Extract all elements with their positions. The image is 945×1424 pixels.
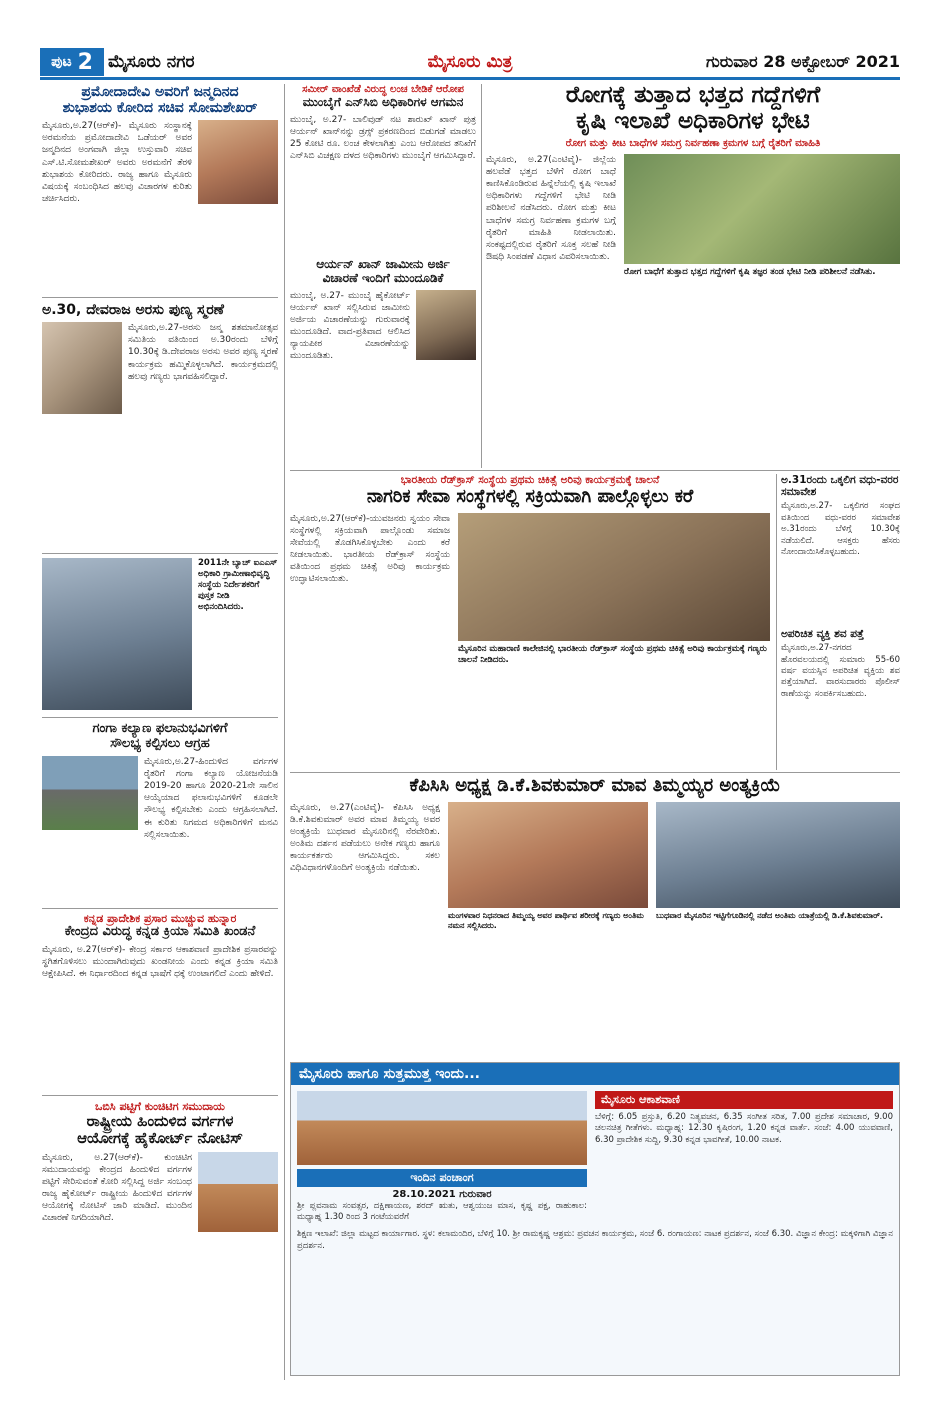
lead-headline: ಕೃಷಿ ಇಲಾಖೆ ಅಧಿಕಾರಿಗಳ ಭೇಟಿ: [576, 108, 810, 135]
story-headline: ಸೌಲಭ್ಯ ಕಲ್ಪಿಸಲು ಆಗ್ರಹ: [110, 735, 210, 751]
story-photo-note: [42, 558, 278, 718]
story-body: ಮೈಸೂರು,ಅ.27(ಆರ್‌ಕೆ)-ಯುವಜನರು ಸ್ವಯಂ ಸೇವಾ ಸಂಸ್ಥೆಗಳಲ್ಲಿ ಸಕ್ರಿಯವಾಗಿ ಪಾಲ್ಗೊಂಡು ಸಮಾಜ ಸೇವೆಯಲ್ಲಿ ತೊಡಗಿಸಿಕೊಳ್ಳಬೇಕು ಎಂದು ಕರೆ ನೀಡಲಾಯಿತು. ಭಾರತೀಯ ರೆಡ್‌ಕ್ರಾಸ್ ಸಂಸ್ಥೆಯ ವತಿಯಿಂದ ಪ್ರಥಮ ಚಿಕಿತ್ಸೆ ಅರಿವು ಕಾರ್ಯಕ್ರಮ ಉದ್ಘಾಟಿಸಲಾಯಿತು.: [290, 513, 450, 585]
photo-caption: ರೋಗ ಬಾಧೆಗೆ ತುತ್ತಾದ ಭತ್ತದ ಗದ್ದೆಗಳಿಗೆ ಕೃಷಿ ತಜ್ಞರ ತಂಡ ಭೇಟಿ ನೀಡಿ ಪರಿಶೀಲನೆ ನಡೆಸಿತು.: [624, 266, 876, 277]
story-body: ಮೈಸೂರು,ಅ.27(ಆರ್‌ಕೆ)- ಮೈಸೂರು ಸಂಸ್ಥಾನಕ್ಕೆ ಅರಮನೆಯ ಪ್ರಮೋದಾದೇವಿ ಒಡೆಯರ್ ಅವರ ಜನ್ಮದಿನದ ಅಂಗವಾಗಿ ಜಿಲ್ಲಾ ಉಸ್ತುವಾರಿ ಸಚಿವ ಎಸ್.ಟಿ.ಸೋಮಶೇಖರ್ ಅವರು ಅರಮನೆಗೆ ತೆರಳಿ ಶುಭಾಶಯ ಕೋರಿದರು. ರಾಜ್ಯ ಹಾಗೂ ಮೈಸೂರು ವಿಷಯಕ್ಕೆ ಸಂಬಂಧಿಸಿದ ಹಲವು ವಿಚಾರಗಳ ಕುರಿತು ಚರ್ಚಿಸಿದರು.: [42, 121, 192, 205]
story-aryan: [290, 258, 476, 466]
story-headline: ಪ್ರಮೋದಾದೇವಿ ಅವರಿಗೆ ಜನ್ಮದಿನದ: [81, 84, 239, 100]
story-wedding: [781, 474, 900, 624]
story-body: ಮೈಸೂರು,ಅ.27-ನಗರದ ಹೊರವಲಯದಲ್ಲಿ ಸುಮಾರು 55-60 ವರ್ಷ ವಯಸ್ಸಿನ ಅಪರಿಚಿತ ವ್ಯಕ್ತಿಯ ಶವ ಪತ್ತೆಯಾಗಿದೆ. ವಾರಸುದಾರರು ಪೊಲೀಸ್ ಠಾಣೆಯನ್ನು ಸಂಪರ್ಕಿಸಬಹುದು.: [781, 643, 900, 699]
story-headline: ಅ.31ರಂದು ಒಕ್ಕಲಿಗ ವಧು-ವರರ ಸಮಾವೇಶ: [781, 474, 899, 499]
story-headline: ಅಪರಿಚಿತ ವ್ಯಕ್ತಿ ಶವ ಪತ್ತೆ: [781, 628, 864, 640]
story-body: ಮೈಸೂರು, ಅ.27(ಆರ್‌ಕೆ)- ಕುಂಚಿಟಿಗ ಸಮುದಾಯವನ್ನು ಕೇಂದ್ರದ ಹಿಂದುಳಿದ ವರ್ಗಗಳ ಪಟ್ಟಿಗೆ ಸೇರಿಸುವಂತೆ ಕೋರಿ ಸಲ್ಲಿಸಿದ್ದ ಅರ್ಜಿ ಸಂಬಂಧ ರಾಜ್ಯ ಹೈಕೋರ್ಟ್ ರಾಷ್ಟ್ರೀಯ ಹಿಂದುಳಿದ ವರ್ಗಗಳ ಆಯೋಗಕ್ಕೆ ನೋಟಿಸ್ ಜಾರಿ ಮಾಡಿದೆ. ಮುಂದಿನ ವಿಚಾರಣೆ ನಿಗದಿಯಾಗಿದೆ.: [42, 1152, 192, 1224]
photo-caption: ಮಂಗಳವಾರ ನಿಧನರಾದ ತಿಮ್ಮಯ್ಯ ಅವರ ಪಾರ್ಥಿವ ಶರೀರಕ್ಕೆ ಗಣ್ಯರು ಅಂತಿಮ ನಮನ ಸಲ್ಲಿಸಿದರು.: [448, 910, 644, 931]
panchanga-text: ಶ್ರೀ ಪ್ಲವನಾಮ ಸಂವತ್ಸರ, ದಕ್ಷಿಣಾಯಣ, ಶರದ್ ಋತು, ಆಶ್ವಯುಜ ಮಾಸ, ಕೃಷ್ಣ ಪಕ್ಷ, ರಾಹುಕಾಲ: ಮಧ್ಯಾಹ್ನ 1.30 ರಿಂದ 3 ಗಂಟೆಯವರೆಗೆ: [297, 1200, 587, 1222]
column-divider: [284, 84, 285, 1380]
story-headline: ನಾಗರಿಕ ಸೇವಾ ಸಂಸ್ಥೆಗಳಲ್ಲಿ ಸಕ್ರಿಯವಾಗಿ ಪಾಲ್ಗೊಳ್ಳಲು ಕರೆ: [366, 486, 694, 507]
header-rule: [40, 77, 900, 80]
lead-kicker: ರೋಗ ಮತ್ತು ಕೀಟ ಬಾಧೆಗಳ ಸಮಗ್ರ ನಿರ್ವಹಣಾ ಕ್ರಮಗಳ ಬಗ್ಗೆ ರೈತರಿಗೆ ಮಾಹಿತಿ: [565, 137, 821, 149]
story-devaraj: [42, 302, 278, 554]
story-headline: ಆರ್ಯನ್ ಖಾನ್ ಜಾಮೀನು ಅರ್ಜಿ: [316, 258, 450, 271]
divider: [42, 297, 278, 298]
story-headline: ಮುಂಬೈಗೆ ಎನ್‌ಸಿಬಿ ಅಧಿಕಾರಿಗಳ ಆಗಮನ: [302, 95, 464, 109]
portrait-photo: [416, 290, 476, 360]
story-missing: [781, 628, 900, 770]
funeral-photo: [448, 802, 648, 908]
photo-caption: ಮೈಸೂರಿನ ಮಹಾರಾಣಿ ಕಾಲೇಜಿನಲ್ಲಿ ಭಾರತೀಯ ರೆಡ್‌ಕ್ರಾಸ್ ಸಂಸ್ಥೆಯ ಪ್ರಥಮ ಚಿಕಿತ್ಸೆ ಅರಿವು ಕಾರ್ಯಕ್ರಮಕ್ಕೆ ಗಣ್ಯರು ಚಾಲನೆ ನೀಡಿದರು.: [458, 643, 767, 665]
group-photo: [42, 558, 192, 710]
story-body: ಮೈಸೂರು, ಅ.27(ಆರ್‌ಕೆ)- ಕೇಂದ್ರ ಸರ್ಕಾರ ಆಕಾಶವಾಣಿ ಪ್ರಾದೇಶಿಕ ಪ್ರಸಾರವನ್ನು ಸ್ಥಗಿತಗೊಳಿಸಲು ಮುಂದಾಗಿರುವುದು ಖಂಡನೀಯ ಎಂದು ಕನ್ನಡ ಕ್ರಿಯಾ ಸಮಿತಿ ಆಕ್ಷೇಪಿಸಿದೆ. ಈ ನಿರ್ಧಾರದಿಂದ ಕನ್ನಡ ಭಾಷೆಗೆ ಧಕ್ಕೆ ಉಂಟಾಗಲಿದೆ ಎಂದು ಹೇಳಿದೆ.: [42, 945, 278, 980]
event-photo: [458, 513, 770, 641]
story-highcourt: [42, 1100, 278, 1376]
story-ganga: [42, 722, 278, 907]
procession-photo: [656, 802, 900, 908]
divider: [42, 717, 278, 718]
page-number-badge: [40, 48, 104, 76]
story-kicker: ಭಾರತೀಯ ರೆಡ್‌ಕ್ರಾಸ್ ಸಂಸ್ಥೆಯ ಪ್ರಥಮ ಚಿಕಿತ್ಸೆ ಅರಿವು ಕಾರ್ಯಕ್ರಮಕ್ಕೆ ಚಾಲನೆ: [400, 474, 660, 486]
radio-title: ಮೈಸೂರು ಆಕಾಶವಾಣಿ: [595, 1091, 893, 1109]
column-divider: [776, 474, 777, 770]
high-court-photo: [198, 1152, 278, 1232]
panchanga-label: ಇಂದಿನ ಪಂಚಾಂಗ: [297, 1169, 587, 1187]
story-ncb: [290, 84, 476, 254]
story-headline: ಅ.30, ದೇವರಾಜ ಅರಸು ಪುಣ್ಯ ಸ್ಮರಣೆ: [42, 302, 224, 318]
issue-date: ಗುರುವಾರ 28 ಅಕ್ಟೋಬರ್ 2021: [705, 52, 900, 71]
column-divider: [481, 84, 482, 468]
story-headline: ಶುಭಾಶಯ ಕೋರಿದ ಸಚಿವ ಸೋಮಶೇಖರ್: [62, 100, 258, 117]
story-headline: ವಿಚಾರಣೆ ಇಂದಿಗೆ ಮುಂದೂಡಿಕೆ: [322, 270, 444, 285]
palace-photo: [297, 1091, 587, 1165]
portrait-photo: [42, 322, 122, 414]
story-body: ಮೈಸೂರು, ಅ.27(ಎಂಟಿವೈ)- ಕೆಪಿಸಿಸಿ ಅಧ್ಯಕ್ಷ ಡಿ.ಕೆ.ಶಿವಕುಮಾರ್ ಅವರ ಮಾವ ತಿಮ್ಮಯ್ಯ ಅವರ ಅಂತ್ಯಕ್ರಿಯೆ ಬುಧವಾರ ಮೈಸೂರಿನಲ್ಲಿ ನೆರವೇರಿತು. ಅಂತಿಮ ದರ್ಶನ ಪಡೆಯಲು ಅನೇಕ ಗಣ್ಯರು ಹಾಗೂ ಕಾರ್ಯಕರ್ತರು ಆಗಮಿಸಿದ್ದರು. ಸಕಲ ವಿಧಿವಿಧಾನಗಳೊಂದಿಗೆ ಅಂತ್ಯಕ್ರಿಯೆ ನಡೆಯಿತು.: [290, 802, 440, 874]
story-headline: ಆಯೋಗಕ್ಕೆ ಹೈಕೋರ್ಟ್ ನೋಟಿಸ್: [77, 1129, 243, 1148]
today-title: ಮೈಸೂರು ಹಾಗೂ ಸುತ್ತಮುತ್ತ ಇಂದು...: [291, 1063, 899, 1085]
section-title: ಮೈಸೂರು ನಗರ: [108, 52, 195, 72]
story-dks: [290, 776, 900, 1058]
story-kicker: ಸಮೀರ್ ವಾಂಖೆಡೆ ವಿರುದ್ಧ ಲಂಚ ಬೇಡಿಕೆ ಆರೋಪ: [302, 84, 464, 95]
lead-headline: ರೋಗಕ್ಕೆ ತುತ್ತಾದ ಭತ್ತದ ಗದ್ದೆಗಳಿಗೆ: [565, 82, 821, 108]
paddy-field-photo: [624, 154, 900, 264]
story-body: ಮೈಸೂರು,ಅ.27- ಒಕ್ಕಲಿಗರ ಸಂಘದ ವತಿಯಿಂದ ವಧು-ವರರ ಸಮಾವೇಶ ಅ.31ರಂದು ಬೆಳಿಗ್ಗೆ 10.30ಕ್ಕೆ ನಡೆಯಲಿದೆ. ಆಸಕ್ತರು ಹೆಸರು ನೋಂದಾಯಿಸಿಕೊಳ್ಳಬಹುದು.: [781, 501, 900, 557]
story-pramodadevi: [42, 84, 278, 294]
story-headline: ಕೆಪಿಸಿಸಿ ಅಧ್ಯಕ್ಷ ಡಿ.ಕೆ.ಶಿವಕುಮಾರ್ ಮಾವ ತಿಮ್ಮಯ್ಯರ ಅಂತ್ಯಕ್ರಿಯೆ: [409, 776, 781, 796]
today-box: [290, 1062, 900, 1376]
well-photo: [42, 756, 138, 830]
photo-caption: 2011ನೇ ಬ್ಯಾಚ್ ಐಎಎಸ್ ಅಧಿಕಾರಿ ಗ್ರಾಮೀಣಾಭಿವೃದ್ಧಿ ಸಂಸ್ಥೆಯ ನಿರ್ದೇಶಕರಿಗೆ ಪುಸ್ತಕ ನೀಡಿ ಅಭಿನಂದಿಸಿದರು.: [198, 558, 278, 613]
portrait-photo: [198, 120, 278, 204]
story-headline: ಕೇಂದ್ರದ ವಿರುದ್ಧ ಕನ್ನಡ ಕ್ರಿಯಾ ಸಮಿತಿ ಖಂಡನೆ: [64, 924, 256, 940]
story-lead: [486, 82, 900, 468]
story-body: ಮುಂಬೈ, ಅ.27- ಮುಂಬೈ ಹೈಕೋರ್ಟ್ ಆರ್ಯನ್ ಖಾನ್ ಸಲ್ಲಿಸಿರುವ ಜಾಮೀನು ಅರ್ಜಿಯ ವಿಚಾರಣೆಯನ್ನು ಗುರುವಾರಕ್ಕೆ ಮುಂದೂಡಿದೆ. ವಾದ-ಪ್ರತಿವಾದ ಆಲಿಸಿದ ನ್ಯಾಯಪೀಠ ವಿಚಾರಣೆಯನ್ನು ಮುಂದೂಡಿತು.: [290, 290, 410, 362]
story-body: ಮೈಸೂರು, ಅ.27(ಎಂಟಿವೈ)- ಜಿಲ್ಲೆಯ ಹಲವೆಡೆ ಭತ್ತದ ಬೆಳೆಗೆ ರೋಗ ಬಾಧೆ ಕಾಣಿಸಿಕೊಂಡಿರುವ ಹಿನ್ನೆಲೆಯಲ್ಲಿ ಕೃಷಿ ಇಲಾಖೆ ಅಧಿಕಾರಿಗಳು ಗದ್ದೆಗಳಿಗೆ ಭೇಟಿ ನೀಡಿ ಪರಿಶೀಲನೆ ನಡೆಸಿದರು. ರೋಗ ಮತ್ತು ಕೀಟ ಬಾಧೆಗಳ ಸಮಗ್ರ ನಿರ್ವಹಣಾ ಕ್ರಮಗಳ ಬಗ್ಗೆ ರೈತರಿಗೆ ಮಾಹಿತಿ ನೀಡಲಾಯಿತು. ಸಂಕಷ್ಟದಲ್ಲಿರುವ ರೈತರಿಗೆ ಸೂಕ್ತ ಸಲಹೆ ನೀಡಿ ಔಷಧಿ ಸಿಂಪಡಣೆ ವಿಧಾನ ವಿವರಿಸಲಾಯಿತು.: [486, 154, 616, 262]
radio-text: ಬೆಳಿಗ್ಗೆ: 6.05 ಪ್ರಸ್ತುತಿ, 6.20 ನಿತ್ಯವಚನ, 6.35 ಸಂಗೀತ ಸರಿತ, 7.00 ಪ್ರದೇಶ ಸಮಾಚಾರ, 9.00 ಚಲನಚಿತ್ರ ಗೀತೆಗಳು. ಮಧ್ಯಾಹ್ನ: 12.30 ಕೃಷಿರಂಗ, 1.20 ಕನ್ನಡ ವಾರ್ತೆ. ಸಂಜೆ: 4.00 ಯುವವಾಣಿ, 6.30 ಪ್ರಾದೇಶಿಕ ಸುದ್ದಿ, 9.30 ಕನ್ನಡ ಭಾವಗೀತೆ, 10.00 ನಾಟಕ.: [595, 1112, 893, 1145]
story-redcross: [290, 474, 770, 770]
divider: [42, 553, 278, 554]
divider: [42, 1095, 278, 1096]
story-kannada: [42, 912, 278, 1094]
story-body: ಮೈಸೂರು,ಅ.27-ಅರಸು ಜನ್ಮ ಶತಮಾನೋತ್ಸವ ಸಮಿತಿಯ ವತಿಯಿಂದ ಅ.30ರಂದು ಬೆಳಿಗ್ಗೆ 10.30ಕ್ಕೆ ಡಿ.ದೇವರಾಜ ಅರಸು ಅವರ ಪುಣ್ಯ ಸ್ಮರಣೆ ಕಾರ್ಯಕ್ರಮ ಹಮ್ಮಿಕೊಳ್ಳಲಾಗಿದೆ. ಕಾರ್ಯಕ್ರಮದಲ್ಲಿ ಹಲವು ಗಣ್ಯರು ಭಾಗವಹಿಸಲಿದ್ದಾರೆ.: [128, 323, 278, 382]
page-number: 2: [77, 49, 93, 75]
divider: [42, 908, 278, 909]
story-headline: ಗಂಗಾ ಕಲ್ಯಾಣ ಫಲಾನುಭವಿಗಳಿಗೆ: [92, 722, 228, 736]
events-text: ಶಿಕ್ಷಣ ಇಲಾಖೆ: ಜಿಲ್ಲಾ ಮಟ್ಟದ ಕಾರ್ಯಾಗಾರ. ಸ್ಥಳ: ಕಲಾಮಂದಿರ, ಬೆಳಿಗ್ಗೆ 10. ಶ್ರೀ ರಾಮಕೃಷ್ಣ ಆಶ್ರಮ: ಪ್ರವಚನ ಕಾರ್ಯಕ್ರಮ, ಸಂಜೆ 6. ರಂಗಾಯಣ: ನಾಟಕ ಪ್ರದರ್ಶನ, ಸಂಜೆ 6.30. ವಿಜ್ಞಾನ ಕೇಂದ್ರ: ಮಕ್ಕಳಿಗಾಗಿ ವಿಜ್ಞಾನ ಪ್ರದರ್ಶನ.: [297, 1229, 893, 1251]
paper-name: ಮೈಸೂರು ಮಿತ್ರ: [427, 52, 513, 72]
divider: [290, 470, 900, 471]
story-kicker: ಒಬಿಸಿ ಪಟ್ಟಿಗೆ ಕುಂಚಿಟಿಗ ಸಮುದಾಯ: [95, 1100, 225, 1113]
panchanga-date: 28.10.2021 ಗುರುವಾರ: [392, 1189, 492, 1200]
story-headline: ರಾಷ್ಟ್ರೀಯ ಹಿಂದುಳಿದ ವರ್ಗಗಳ: [86, 1112, 234, 1131]
photo-caption: ಬುಧವಾರ ಮೈಸೂರಿನ ಇಟ್ಟಿಗೆಗೂಡಿನಲ್ಲಿ ನಡೆದ ಅಂತಿಮ ಯಾತ್ರೆಯಲ್ಲಿ ಡಿ.ಕೆ.ಶಿವಕುಮಾರ್.: [656, 910, 884, 920]
page-label: ಪುಟ: [51, 54, 72, 70]
story-kicker: ಕನ್ನಡ ಪ್ರಾದೇಶಿಕ ಪ್ರಸಾರ ಮುಚ್ಚುವ ಹುನ್ನಾರ: [83, 912, 237, 925]
story-body: ಮುಂಬೈ, ಅ.27- ಬಾಲಿವುಡ್ ನಟ ಶಾರುಖ್ ಖಾನ್ ಪುತ್ರ ಆರ್ಯನ್ ಖಾನ್‌ನನ್ನು ಡ್ರಗ್ಸ್ ಪ್ರಕರಣದಿಂದ ಬಿಡುಗಡೆ ಮಾಡಲು 25 ಕೋಟಿ ರೂ. ಲಂಚ ಕೇಳಲಾಗಿತ್ತು ಎಂಬ ಆರೋಪದ ತನಿಖೆಗೆ ಎನ್‌ಸಿಬಿ ವಿಚಕ್ಷಣ ದಳದ ಅಧಿಕಾರಿಗಳು ಮುಂಬೈಗೆ ಆಗಮಿಸಿದ್ದಾರೆ.: [290, 114, 476, 162]
divider: [290, 772, 900, 773]
story-body: ಮೈಸೂರು,ಅ.27-ಹಿಂದುಳಿದ ವರ್ಗಗಳ ರೈತರಿಗೆ ಗಂಗಾ ಕಲ್ಯಾಣ ಯೋಜನೆಯಡಿ 2019-20 ಹಾಗೂ 2020-21ನೇ ಸಾಲಿನ ಆಯ್ಕೆಯಾದ ಫಲಾನುಭವಿಗಳಿಗೆ ಕೂಡಲೇ ಸೌಲಭ್ಯ ಕಲ್ಪಿಸಬೇಕು ಎಂದು ಆಗ್ರಹಿಸಲಾಗಿದೆ. ಈ ಕುರಿತು ನಿಗಮದ ಅಧಿಕಾರಿಗಳಿಗೆ ಮನವಿ ಸಲ್ಲಿಸಲಾಯಿತು.: [144, 756, 278, 840]
